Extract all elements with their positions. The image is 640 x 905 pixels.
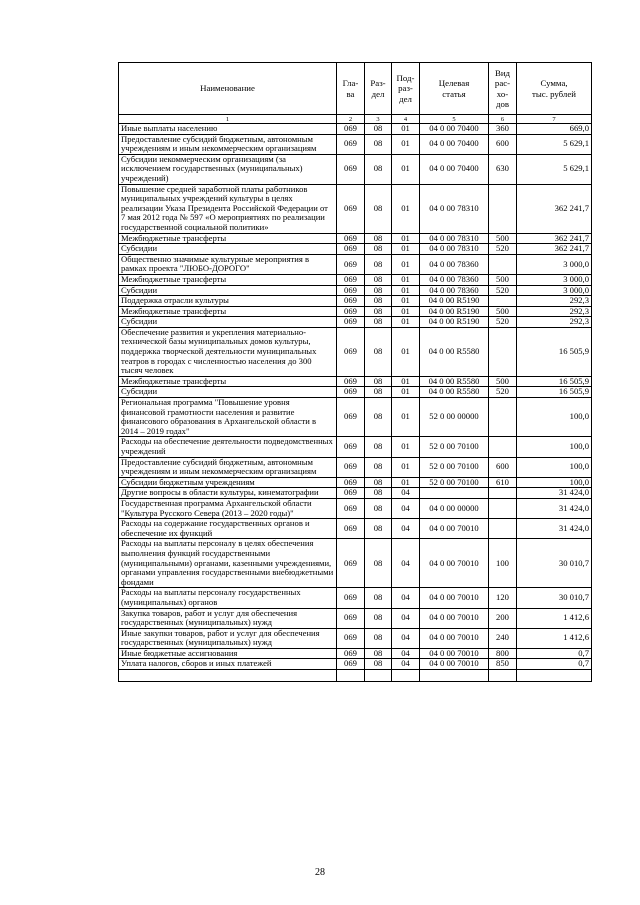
- cell-vid: 120: [489, 588, 517, 608]
- cell-statya: 04 0 00 70010: [420, 628, 489, 648]
- cell-vid: [489, 437, 517, 457]
- cell-summa: 16 505,9: [517, 387, 592, 398]
- cell-name: Повышение средней заработной платы работников муниципальных учреждений культуры в целях реализации Указа Президента Российской Федерации от 7 мая 2012 года № 597 «О мероприятиях по реализации государственной социальной политики»: [119, 184, 337, 233]
- cell-statya: 04 0 00 R5190: [420, 317, 489, 328]
- cell-statya: 04 0 00 70010: [420, 659, 489, 670]
- cell-name: Субсидии: [119, 387, 337, 398]
- cell-glava: 069: [337, 437, 365, 457]
- cell-glava: 069: [337, 648, 365, 659]
- cell-razdel: 08: [365, 398, 392, 437]
- cell-podrazdel: 01: [392, 317, 420, 328]
- cell-vid: 520: [489, 387, 517, 398]
- cell-razdel: 08: [365, 648, 392, 659]
- table-row: [119, 233, 592, 244]
- cell-name: Региональная программа "Повышение уровня финансовой грамотности населения и развитие финансового образования в Архангельской области в 2014 – 2019 годах": [119, 398, 337, 437]
- cell-podrazdel: 01: [392, 134, 420, 154]
- cell-podrazdel: 01: [392, 387, 420, 398]
- cell-statya: 04 0 00 R5580: [420, 327, 489, 376]
- cell-name: Субсидии: [119, 285, 337, 296]
- cell-glava: 069: [337, 628, 365, 648]
- column-number: 7: [517, 115, 592, 124]
- cell-name: Иные выплаты населению: [119, 124, 337, 135]
- cell-summa: 5 629,1: [517, 134, 592, 154]
- cell-name: Субсидии: [119, 244, 337, 255]
- cell-vid: 600: [489, 457, 517, 477]
- cell-summa: 100,0: [517, 457, 592, 477]
- cell-name: Субсидии бюджетным учреждениям: [119, 477, 337, 488]
- cell-summa: 31 424,0: [517, 519, 592, 539]
- cell-podrazdel: 01: [392, 437, 420, 457]
- cell-podrazdel: 04: [392, 628, 420, 648]
- table-row: [119, 498, 592, 518]
- table-row: [119, 254, 592, 274]
- cell-razdel: 08: [365, 306, 392, 317]
- cell-summa: 292,3: [517, 317, 592, 328]
- cell-vid: 100: [489, 539, 517, 588]
- cell-summa: 5 629,1: [517, 154, 592, 184]
- cell-summa: 30 010,7: [517, 539, 592, 588]
- table-row: [119, 184, 592, 233]
- cell-name: Поддержка отрасли культуры: [119, 296, 337, 307]
- cell-vid: 630: [489, 154, 517, 184]
- cell-podrazdel: 04: [392, 498, 420, 518]
- cell-summa: 292,3: [517, 296, 592, 307]
- cell-summa: 31 424,0: [517, 488, 592, 499]
- cell-glava: 069: [337, 254, 365, 274]
- cell-vid: 610: [489, 477, 517, 488]
- cell-summa: 669,0: [517, 124, 592, 135]
- table-row: [119, 376, 592, 387]
- cell-glava: 069: [337, 154, 365, 184]
- cell-glava: 069: [337, 306, 365, 317]
- table-row: [119, 274, 592, 285]
- cell-podrazdel: 01: [392, 233, 420, 244]
- cell-razdel: 08: [365, 184, 392, 233]
- cell-statya: 04 0 00 R5580: [420, 387, 489, 398]
- cell-glava: 069: [337, 539, 365, 588]
- cell-razdel: 08: [365, 124, 392, 135]
- cell-podrazdel: 01: [392, 477, 420, 488]
- header-summa: Сумма, тыс. рублей: [517, 63, 592, 115]
- cell-summa: 16 505,9: [517, 376, 592, 387]
- cell-vid: [489, 254, 517, 274]
- empty-cell: [119, 670, 337, 682]
- cell-podrazdel: 04: [392, 488, 420, 499]
- cell-razdel: 08: [365, 608, 392, 628]
- cell-statya: 04 0 00 70010: [420, 588, 489, 608]
- cell-statya: 04 0 00 70400: [420, 154, 489, 184]
- cell-razdel: 08: [365, 274, 392, 285]
- cell-summa: 1 412,6: [517, 628, 592, 648]
- table-row: [119, 477, 592, 488]
- cell-statya: 52 0 00 70100: [420, 457, 489, 477]
- cell-podrazdel: 01: [392, 457, 420, 477]
- cell-vid: 500: [489, 306, 517, 317]
- cell-statya: 04 0 00 R5190: [420, 306, 489, 317]
- empty-cell: [517, 670, 592, 682]
- cell-name: Межбюджетные трансферты: [119, 233, 337, 244]
- cell-glava: 069: [337, 327, 365, 376]
- cell-glava: 069: [337, 498, 365, 518]
- cell-podrazdel: 01: [392, 327, 420, 376]
- cell-podrazdel: 01: [392, 184, 420, 233]
- cell-name: Субсидии некоммерческим организациям (за исключением государственных (муниципальных) учреждений): [119, 154, 337, 184]
- table-row: [119, 588, 592, 608]
- cell-podrazdel: 04: [392, 519, 420, 539]
- cell-razdel: 08: [365, 659, 392, 670]
- table-row: [119, 296, 592, 307]
- header-glava: Гла- ва: [337, 63, 365, 115]
- column-number-row: [119, 115, 592, 124]
- table-row: [119, 327, 592, 376]
- cell-name: Государственная программа Архангельской области "Культура Русского Севера (2013 – 2020 годы)": [119, 498, 337, 518]
- cell-vid: [489, 327, 517, 376]
- cell-summa: 362 241,7: [517, 244, 592, 255]
- cell-glava: 069: [337, 376, 365, 387]
- cell-podrazdel: 01: [392, 285, 420, 296]
- header-statya: Целевая статья: [420, 63, 489, 115]
- cell-razdel: 08: [365, 327, 392, 376]
- cell-vid: 240: [489, 628, 517, 648]
- cell-razdel: 08: [365, 588, 392, 608]
- page-number: 28: [315, 867, 325, 878]
- cell-statya: 52 0 00 00000: [420, 398, 489, 437]
- cell-statya: 04 0 00 78310: [420, 233, 489, 244]
- table-row: [119, 154, 592, 184]
- cell-summa: 100,0: [517, 437, 592, 457]
- cell-razdel: 08: [365, 477, 392, 488]
- cell-podrazdel: 01: [392, 124, 420, 135]
- cell-vid: 360: [489, 124, 517, 135]
- header-name: Наименование: [119, 63, 337, 115]
- cell-name: Обеспечение развития и укрепления материально-технической базы муниципальных домов культуры, поддержка творческой деятельности муниципальных театров в городах с численностью населения до 300 тысяч человек: [119, 327, 337, 376]
- cell-glava: 069: [337, 608, 365, 628]
- cell-glava: 069: [337, 317, 365, 328]
- column-number: 6: [489, 115, 517, 124]
- cell-razdel: 08: [365, 387, 392, 398]
- cell-vid: 500: [489, 274, 517, 285]
- table-row: [119, 244, 592, 255]
- column-number: 2: [337, 115, 365, 124]
- cell-statya: 04 0 00 78310: [420, 244, 489, 255]
- cell-razdel: 08: [365, 519, 392, 539]
- cell-name: Расходы на содержание государственных органов и обеспечение их функций: [119, 519, 337, 539]
- cell-statya: 52 0 00 70100: [420, 477, 489, 488]
- cell-vid: 200: [489, 608, 517, 628]
- cell-statya: 52 0 00 70100: [420, 437, 489, 457]
- cell-summa: 31 424,0: [517, 498, 592, 518]
- cell-podrazdel: 01: [392, 306, 420, 317]
- cell-name: Другие вопросы в области культуры, кинематографии: [119, 488, 337, 499]
- cell-statya: 04 0 00 70010: [420, 608, 489, 628]
- cell-razdel: 08: [365, 488, 392, 499]
- empty-cell: [365, 670, 392, 682]
- table-row: [119, 648, 592, 659]
- cell-razdel: 08: [365, 254, 392, 274]
- cell-glava: 069: [337, 588, 365, 608]
- table-header-row: [119, 63, 592, 115]
- cell-podrazdel: 04: [392, 608, 420, 628]
- cell-summa: 3 000,0: [517, 274, 592, 285]
- cell-razdel: 08: [365, 628, 392, 648]
- empty-cell: [489, 670, 517, 682]
- cell-vid: [489, 488, 517, 499]
- cell-glava: 069: [337, 274, 365, 285]
- column-number: 1: [119, 115, 337, 124]
- cell-glava: 069: [337, 519, 365, 539]
- cell-vid: 500: [489, 233, 517, 244]
- cell-statya: 04 0 00 78310: [420, 184, 489, 233]
- cell-statya: 04 0 00 78360: [420, 285, 489, 296]
- table-row: [119, 124, 592, 135]
- cell-summa: 362 241,7: [517, 184, 592, 233]
- cell-vid: 600: [489, 134, 517, 154]
- budget-table: [118, 62, 592, 682]
- table-row: [119, 387, 592, 398]
- cell-summa: 16 505,9: [517, 327, 592, 376]
- cell-name: Уплата налогов, сборов и иных платежей: [119, 659, 337, 670]
- cell-podrazdel: 01: [392, 244, 420, 255]
- cell-statya: 04 0 00 70010: [420, 648, 489, 659]
- header-vid: Вид рас- хо- дов: [489, 63, 517, 115]
- table-row: [119, 317, 592, 328]
- cell-razdel: 08: [365, 457, 392, 477]
- cell-summa: 0,7: [517, 648, 592, 659]
- cell-vid: [489, 498, 517, 518]
- cell-podrazdel: 04: [392, 659, 420, 670]
- cell-name: Расходы на выплаты персоналу в целях обеспечения выполнения функций государственными (муниципальными) органами, казенными учреждениями, органами управления государственными внебюджетными фондами: [119, 539, 337, 588]
- table-row: [119, 457, 592, 477]
- table-row: [119, 398, 592, 437]
- cell-statya: [420, 488, 489, 499]
- header-podrazdel: Под- раз- дел: [392, 63, 420, 115]
- cell-razdel: 08: [365, 244, 392, 255]
- cell-summa: 100,0: [517, 398, 592, 437]
- cell-summa: 362 241,7: [517, 233, 592, 244]
- cell-razdel: 08: [365, 154, 392, 184]
- cell-name: Расходы на выплаты персоналу государственных (муниципальных) органов: [119, 588, 337, 608]
- cell-summa: 3 000,0: [517, 254, 592, 274]
- cell-name: Расходы на обеспечение деятельности подведомственных учреждений: [119, 437, 337, 457]
- cell-podrazdel: 01: [392, 254, 420, 274]
- cell-podrazdel: 01: [392, 376, 420, 387]
- cell-vid: 850: [489, 659, 517, 670]
- cell-razdel: 08: [365, 437, 392, 457]
- cell-name: Иные закупки товаров, работ и услуг для обеспечения государственных (муниципальных) нужд: [119, 628, 337, 648]
- cell-vid: [489, 398, 517, 437]
- table-row: [119, 628, 592, 648]
- cell-name: Межбюджетные трансферты: [119, 274, 337, 285]
- cell-glava: 069: [337, 398, 365, 437]
- table-row: [119, 488, 592, 499]
- cell-name: Межбюджетные трансферты: [119, 376, 337, 387]
- cell-vid: [489, 519, 517, 539]
- cell-statya: 04 0 00 70400: [420, 134, 489, 154]
- cell-vid: 520: [489, 317, 517, 328]
- cell-statya: 04 0 00 70010: [420, 539, 489, 588]
- table-row: [119, 306, 592, 317]
- cell-razdel: 08: [365, 376, 392, 387]
- cell-razdel: 08: [365, 539, 392, 588]
- cell-statya: 04 0 00 70400: [420, 124, 489, 135]
- cell-statya: 04 0 00 78360: [420, 274, 489, 285]
- cell-name: Общественно значимые культурные мероприятия в рамках проекта "ЛЮБО-ДОРОГО": [119, 254, 337, 274]
- cell-statya: 04 0 00 R5580: [420, 376, 489, 387]
- cell-podrazdel: 04: [392, 539, 420, 588]
- cell-summa: 1 412,6: [517, 608, 592, 628]
- cell-podrazdel: 01: [392, 296, 420, 307]
- header-razdel: Раз- дел: [365, 63, 392, 115]
- cell-glava: 069: [337, 488, 365, 499]
- cell-summa: 100,0: [517, 477, 592, 488]
- table-row: [119, 539, 592, 588]
- cell-summa: 3 000,0: [517, 285, 592, 296]
- cell-name: Предоставление субсидий бюджетным, автономным учреждениям и иным некоммерческим организациям: [119, 134, 337, 154]
- cell-glava: 069: [337, 184, 365, 233]
- table-row: [119, 437, 592, 457]
- cell-statya: 04 0 00 78360: [420, 254, 489, 274]
- cell-vid: 520: [489, 244, 517, 255]
- empty-cell: [392, 670, 420, 682]
- cell-razdel: 08: [365, 296, 392, 307]
- cell-glava: 069: [337, 477, 365, 488]
- cell-podrazdel: 04: [392, 588, 420, 608]
- empty-cell: [337, 670, 365, 682]
- cell-glava: 069: [337, 244, 365, 255]
- column-number: 4: [392, 115, 420, 124]
- column-number: 3: [365, 115, 392, 124]
- cell-name: Иные бюджетные ассигнования: [119, 648, 337, 659]
- cell-vid: 500: [489, 376, 517, 387]
- table-row: [119, 519, 592, 539]
- cell-vid: [489, 184, 517, 233]
- cell-podrazdel: 01: [392, 154, 420, 184]
- table-body: [119, 124, 592, 682]
- cell-glava: 069: [337, 659, 365, 670]
- cell-podrazdel: 04: [392, 648, 420, 659]
- cell-podrazdel: 01: [392, 398, 420, 437]
- empty-row: [119, 670, 592, 682]
- cell-glava: 069: [337, 387, 365, 398]
- cell-glava: 069: [337, 233, 365, 244]
- table-row: [119, 659, 592, 670]
- cell-summa: 0,7: [517, 659, 592, 670]
- cell-glava: 069: [337, 124, 365, 135]
- table-row: [119, 608, 592, 628]
- cell-podrazdel: 01: [392, 274, 420, 285]
- cell-glava: 069: [337, 457, 365, 477]
- cell-vid: 520: [489, 285, 517, 296]
- cell-statya: 04 0 00 00000: [420, 498, 489, 518]
- cell-summa: 30 010,7: [517, 588, 592, 608]
- table-row: [119, 285, 592, 296]
- cell-vid: 800: [489, 648, 517, 659]
- cell-statya: 04 0 00 R5190: [420, 296, 489, 307]
- cell-name: Межбюджетные трансферты: [119, 306, 337, 317]
- cell-name: Предоставление субсидий бюджетным, автономным учреждениям и иным некоммерческим организациям: [119, 457, 337, 477]
- cell-razdel: 08: [365, 498, 392, 518]
- cell-razdel: 08: [365, 285, 392, 296]
- cell-glava: 069: [337, 296, 365, 307]
- cell-razdel: 08: [365, 317, 392, 328]
- cell-name: Субсидии: [119, 317, 337, 328]
- column-number: 5: [420, 115, 489, 124]
- empty-cell: [420, 670, 489, 682]
- table-row: [119, 134, 592, 154]
- cell-summa: 292,3: [517, 306, 592, 317]
- cell-razdel: 08: [365, 233, 392, 244]
- cell-glava: 069: [337, 134, 365, 154]
- cell-name: Закупка товаров, работ и услуг для обеспечения государственных (муниципальных) нужд: [119, 608, 337, 628]
- cell-glava: 069: [337, 285, 365, 296]
- cell-statya: 04 0 00 70010: [420, 519, 489, 539]
- cell-vid: [489, 296, 517, 307]
- cell-razdel: 08: [365, 134, 392, 154]
